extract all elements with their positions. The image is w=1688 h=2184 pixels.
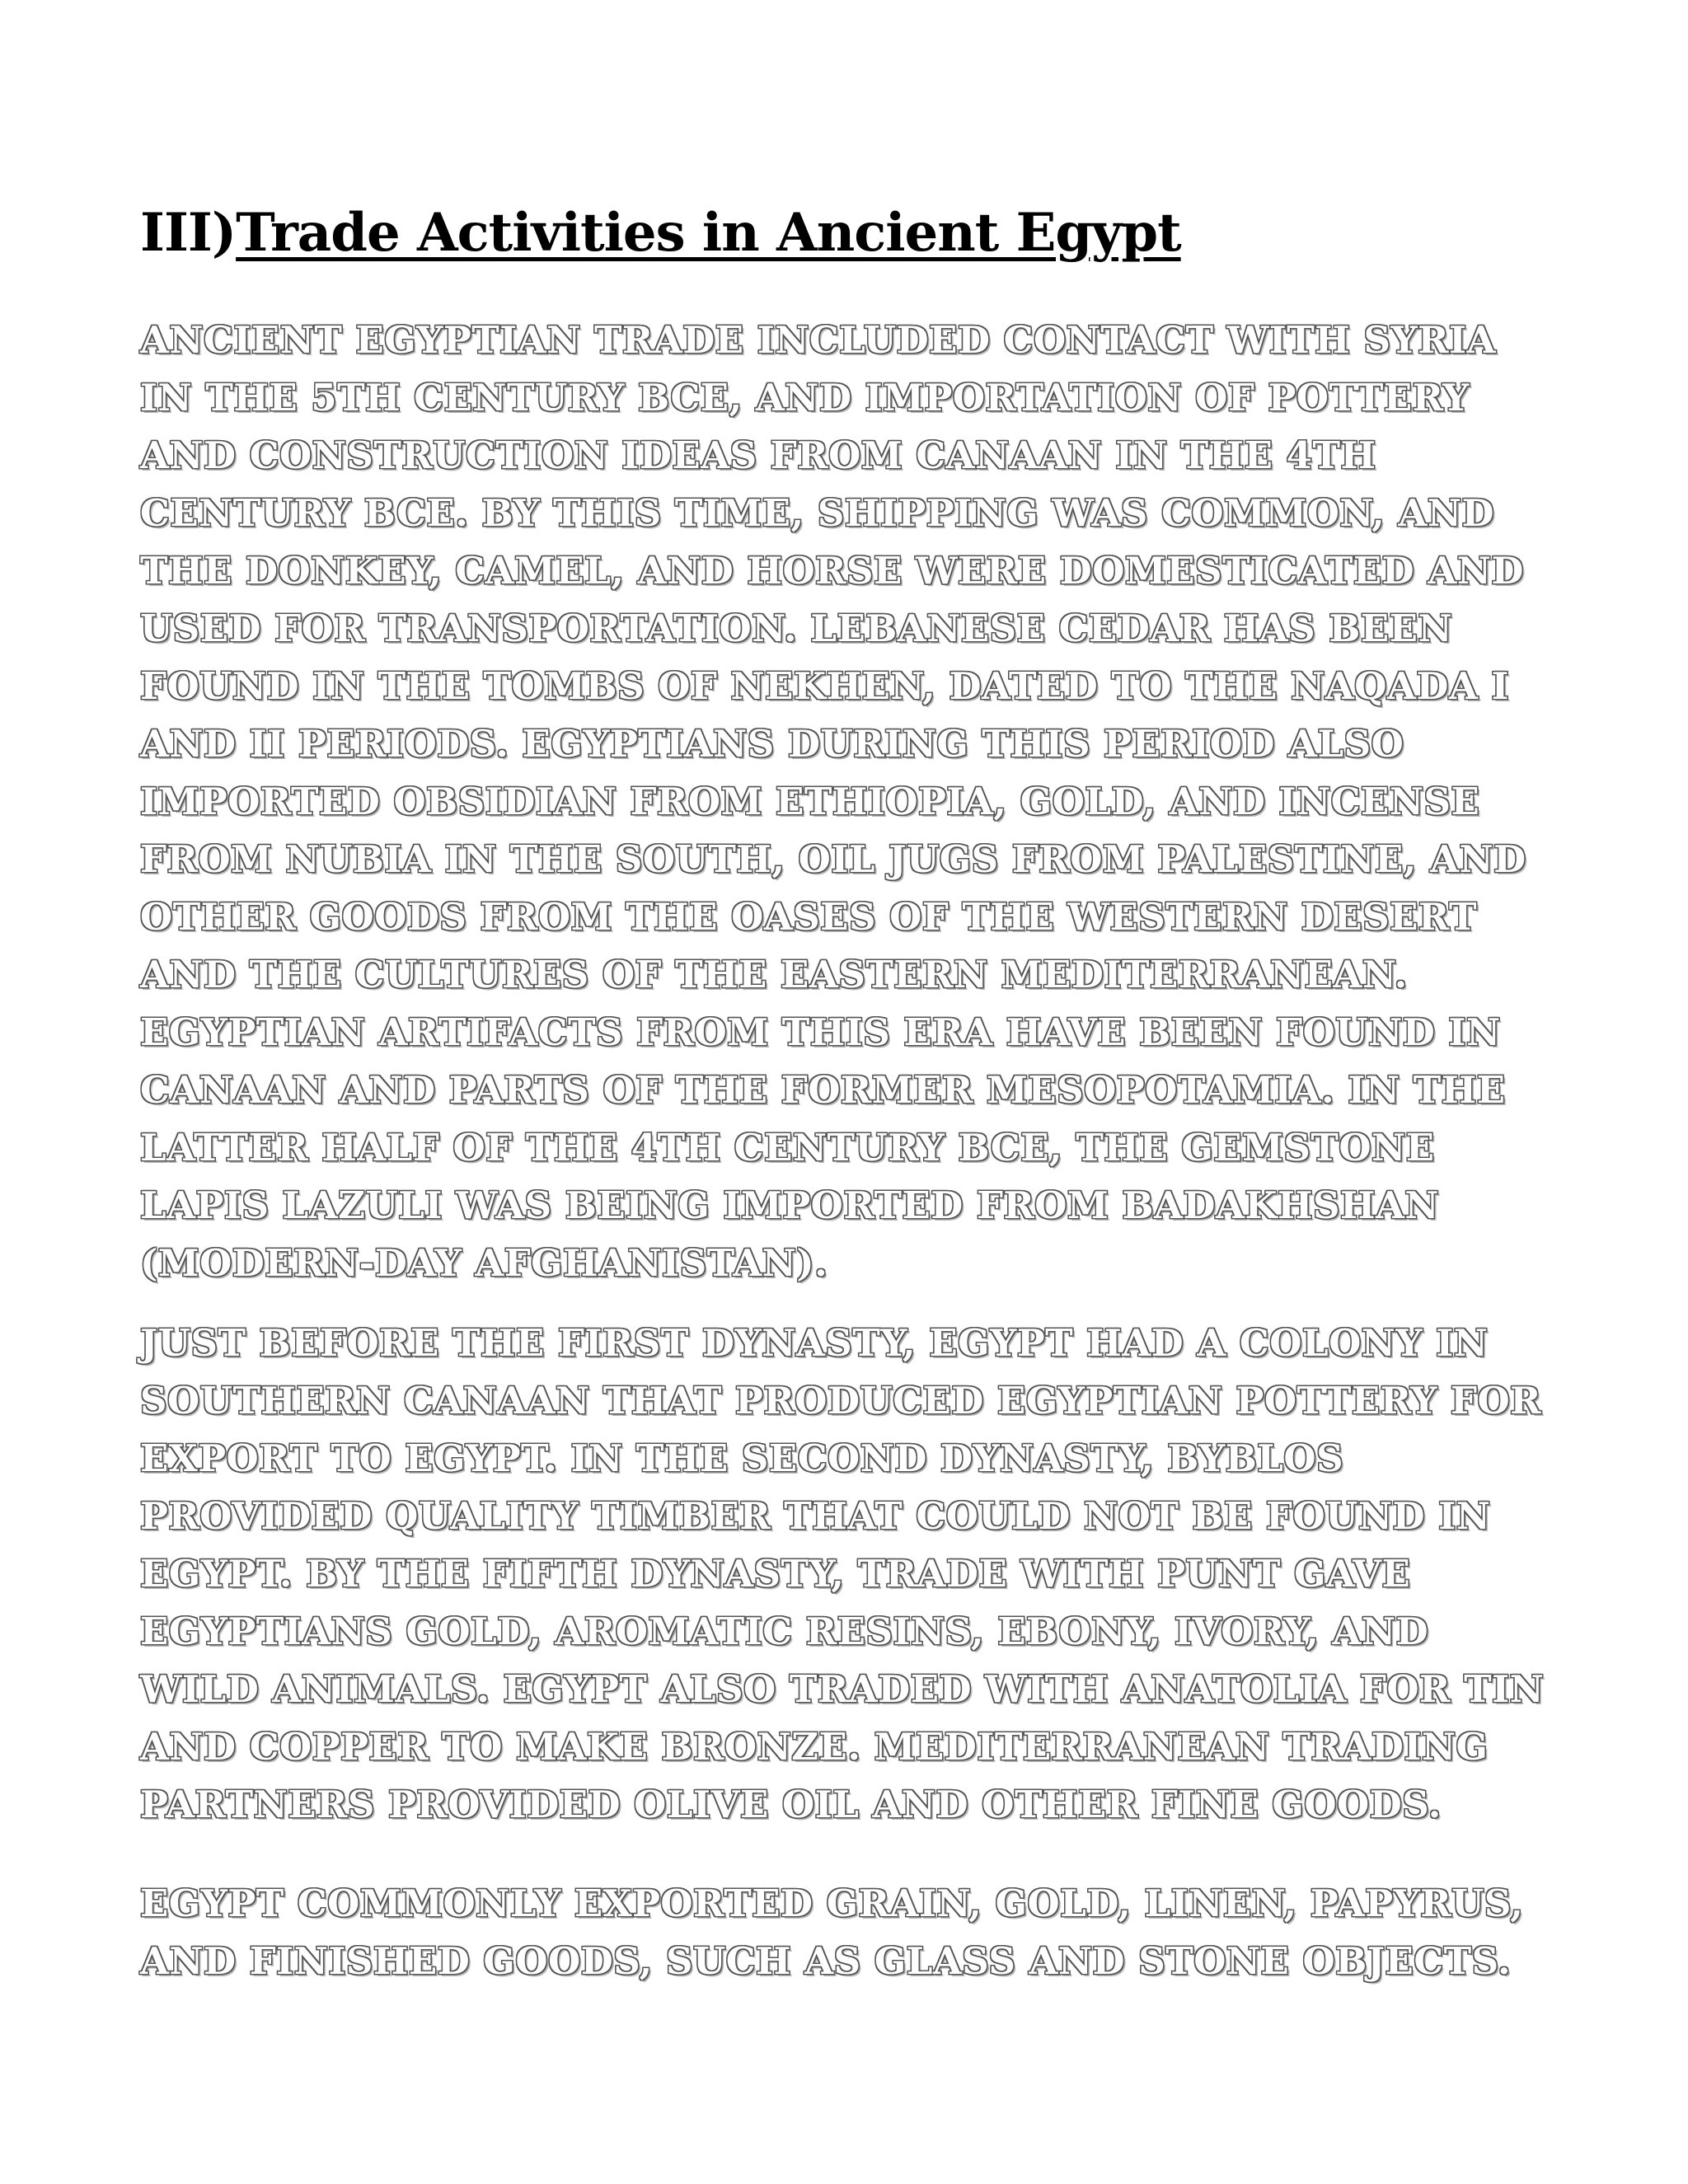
- section-number: III): [140, 202, 237, 264]
- paragraph-dynastic-trade: JUST BEFORE THE FIRST DYNASTY, EGYPT HAD A COLONY IN SOUTHERN CANAAN THAT PRODUCED EGYPTIAN POTTERY FOR EXPORT TO EGYPT. IN THE SECOND DYNASTY, BYBLOS PROVIDED QUALITY TIMBER THAT COULD NOT BE FOUND IN EGYPT. BY THE FIFTH DYNASTY, TRADE WITH PUNT GAVE EGYPTIANS GOLD, AROMATIC RESINS, EBONY, IVORY, AND WILD ANIMALS. EGYPT ALSO TRADED WITH ANATOLIA FOR TIN AND COPPER TO MAKE BRONZE. MEDITERRANEAN TRADING PARTNERS PROVIDED OLIVE OIL AND OTHER FINE GOODS.: [140, 1321, 1545, 1826]
- paragraph-early-trade: ANCIENT EGYPTIAN TRADE INCLUDED CONTACT WITH SYRIA IN THE 5TH CENTURY BCE, AND IMPORTATION OF POTTERY AND CONSTRUCTION IDEAS FROM CANAAN IN THE 4TH CENTURY BCE. BY THIS TIME, SHIPPING WAS COMMON, AND THE DONKEY, CAMEL, AND HORSE WERE DOMESTICATED AND USED FOR TRANSPORTATION. LEBANESE CEDAR HAS BEEN FOUND IN THE TOMBS OF NEKHEN, DATED TO THE NAQADA I AND II PERIODS. EGYPTIANS DURING THIS PERIOD ALSO IMPORTED OBSIDIAN FROM ETHIOPIA, GOLD, AND INCENSE FROM NUBIA IN THE SOUTH, OIL JUGS FROM PALESTINE, AND OTHER GOODS FROM THE OASES OF THE WESTERN DESERT AND THE CULTURES OF THE EASTERN MEDITERRANEAN. EGYPTIAN ARTIFACTS FROM THIS ERA HAVE BEEN FOUND IN CANAAN AND PARTS OF THE FORMER MESOPOTAMIA. IN THE LATTER HALF OF THE 4TH CENTURY BCE, THE GEMSTONE LAPIS LAZULI WAS BEING IMPORTED FROM BADAKHSHAN (MODERN-DAY AFGHANISTAN).: [140, 318, 1526, 1285]
- section-heading: [140, 196, 1181, 270]
- section-title: Trade Activities in Ancient Egypt: [236, 202, 1181, 264]
- paragraph-exports: EGYPT COMMONLY EXPORTED GRAIN, GOLD, LINEN, PAPYRUS, AND FINISHED GOODS, SUCH AS GLASS AND STONE OBJECTS.: [140, 1882, 1524, 1983]
